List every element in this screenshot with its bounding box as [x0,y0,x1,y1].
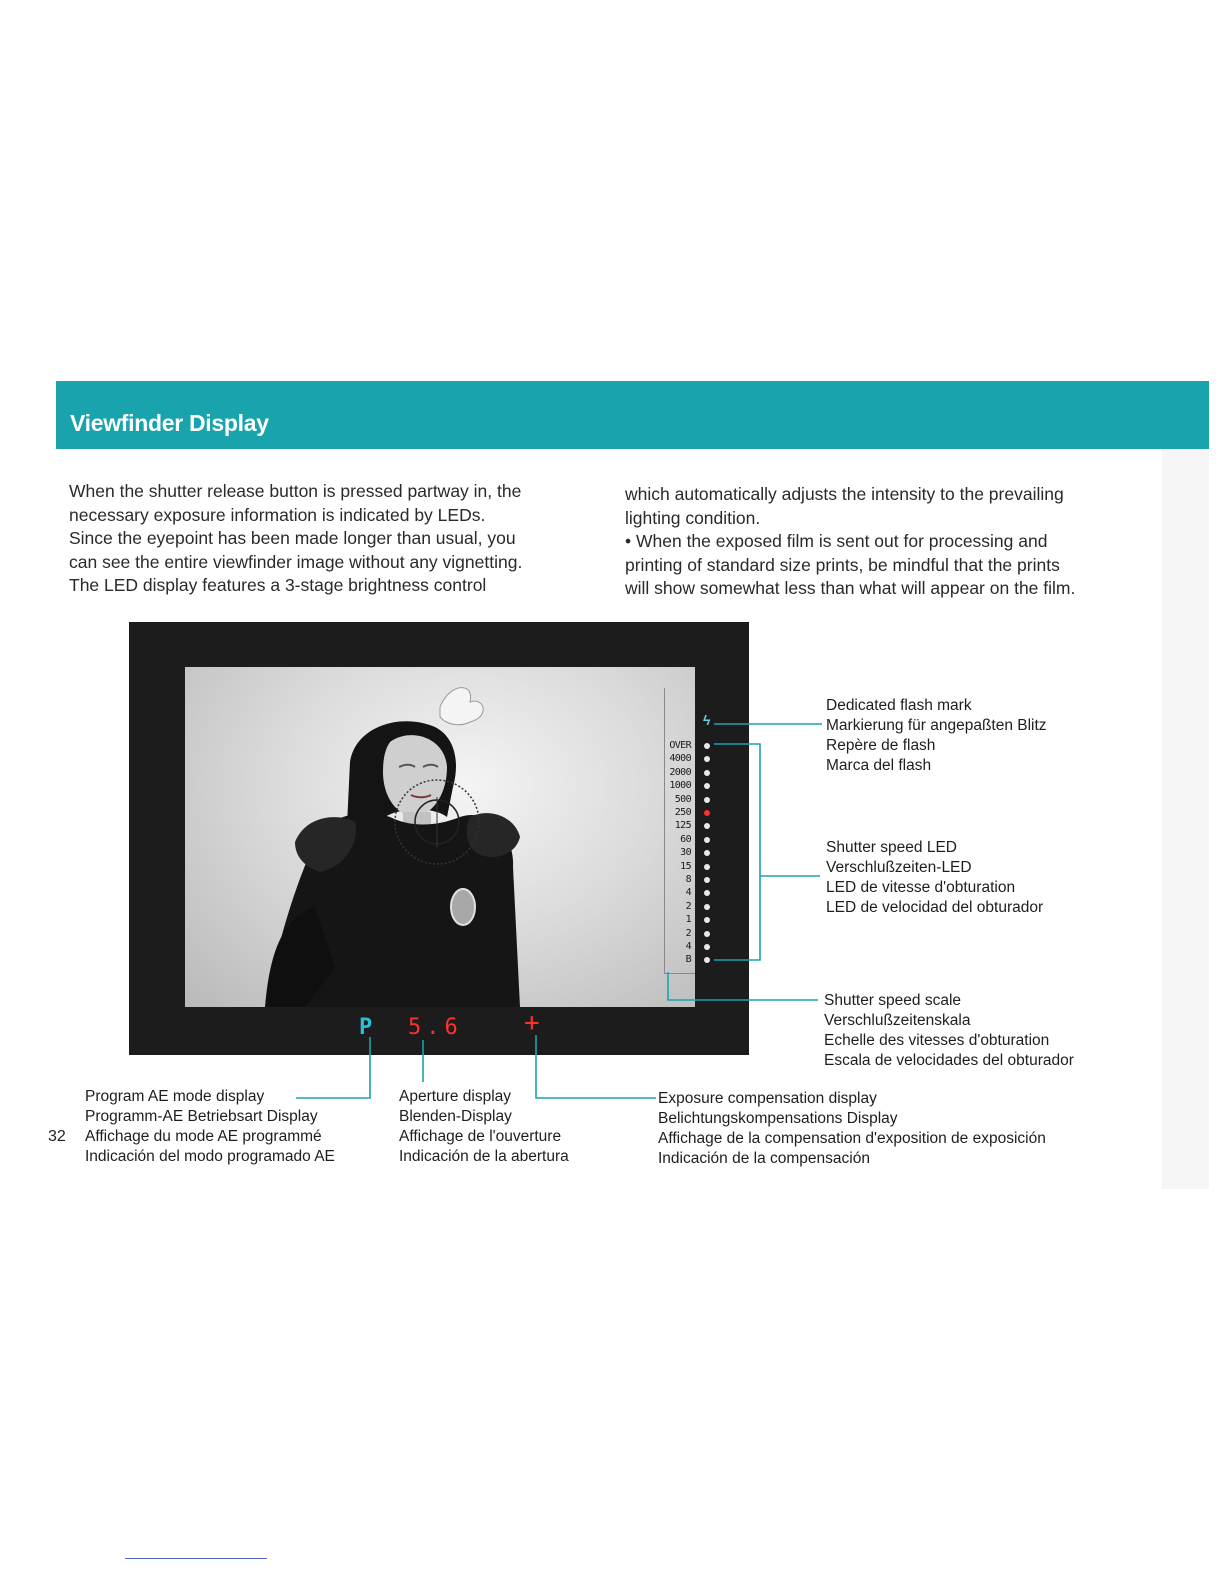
callout-aperture [399,1087,569,1167]
shutter-scale-label: 2000 [669,766,691,778]
callout-exposure-compensation [658,1089,1046,1169]
shutter-speed-led [704,810,710,816]
callout-line: Programm-AE Betriebsart Display [85,1108,318,1125]
shutter-speed-led [704,931,710,937]
callout-flash-mark [826,696,1047,776]
shutter-scale-label: 4 [685,887,691,899]
footer-rule [125,1558,267,1559]
callout-line: Escala de velocidades del obturador [824,1052,1074,1069]
shutter-scale-label: OVER [669,740,691,751]
shutter-scale-label: 30 [680,847,691,859]
callout-line: Echelle des vitesses d'obturation [824,1032,1050,1049]
shutter-scale-label: 500 [674,793,691,805]
page-title: Viewfinder Display [70,410,269,436]
shutter-scale-label: 1000 [669,780,691,792]
shutter-scale-label: 1 [685,914,691,926]
flash-icon: ϟ [703,712,711,728]
exposure-compensation-indicator: + [524,1008,540,1038]
callout-line: Affichage du mode AE programmé [85,1128,322,1145]
callout-line: LED de velocidad del obturador [826,899,1044,916]
body-column-left [69,480,522,598]
callout-line: Shutter speed LED [826,839,957,856]
viewfinder-photo [185,667,695,1007]
shutter-scale-label: 15 [680,860,691,872]
page-number: 32 [48,1128,66,1145]
program-mode-indicator: P [359,1015,373,1040]
shutter-scale-label: 60 [680,833,691,845]
callout-line: Indicación de la compensación [658,1150,870,1167]
shutter-speed-led [704,770,710,776]
portrait-illustration [185,667,695,1007]
shutter-speed-led [704,797,710,803]
callout-line: Marca del flash [826,757,932,774]
shutter-scale-label: 250 [674,807,691,818]
callout-line: Repère de flash [826,737,936,754]
shutter-scale-label: 125 [674,820,691,832]
shutter-speed-led [704,904,710,910]
body-line: printing of standard size prints, be mindful that the prints [625,554,1060,575]
callout-shutter-led [826,838,1043,918]
callout-line: Verschlußzeiten-LED [826,859,972,876]
shutter-speed-led [704,877,710,883]
callout-line: Indicación del modo programado AE [85,1148,335,1165]
callout-line: Aperture display [399,1088,512,1105]
shutter-scale-label: 8 [685,874,691,885]
shutter-scale-label: 2 [685,927,691,939]
callout-line: LED de vitesse d'obturation [826,879,1016,896]
callout-line: Indicación de la abertura [399,1148,569,1165]
callout-line: Dedicated flash mark [826,697,972,714]
callout-line: Shutter speed scale [824,992,962,1009]
shutter-scale-label: 2 [685,900,691,912]
aperture-readout: 5.6 [408,1015,463,1040]
body-line: will show somewhat less than what will appear on the film. [625,578,1076,598]
shutter-speed-led [704,944,710,950]
callout-program-mode [85,1087,335,1167]
callout-line: Program AE mode display [85,1088,265,1105]
page-edge-shade [1162,449,1209,1189]
body-line: which automatically adjusts the intensity to the prevailing [625,484,1064,504]
body-line: lighting condition. [625,507,761,528]
body-line: When the shutter release button is pressed partway in, the [69,481,522,501]
body-line: can see the entire viewfinder image without any vignetting. [69,551,523,572]
callout-line: Verschlußzeitenskala [824,1012,971,1029]
callout-line: Affichage de l'ouverture [399,1128,562,1145]
shutter-speed-led [704,864,710,870]
callout-line: Belichtungskompensations Display [658,1110,898,1127]
callout-shutter-scale [824,991,1074,1071]
body-line: • When the exposed film is sent out for processing and [625,531,1048,551]
body-line: Since the eyepoint has been made longer than usual, you [69,528,516,548]
callout-line: Blenden-Display [399,1108,512,1125]
body-line: necessary exposure information is indicated by LEDs. [69,504,486,525]
callout-line: Markierung für angepaßten Blitz [826,717,1047,734]
shutter-scale-label: 4 [685,941,691,952]
shutter-speed-led [704,837,710,843]
shutter-scale-label: B [685,954,691,966]
callout-line: Affichage de la compensation d'exposition de exposición [658,1130,1046,1147]
shutter-scale-label: 4000 [669,753,691,765]
callout-line: Exposure compensation display [658,1090,877,1107]
shutter-speed-led [704,743,710,749]
body-line: The LED display features a 3-stage brightness control [69,575,487,595]
body-column-right [625,483,1075,601]
